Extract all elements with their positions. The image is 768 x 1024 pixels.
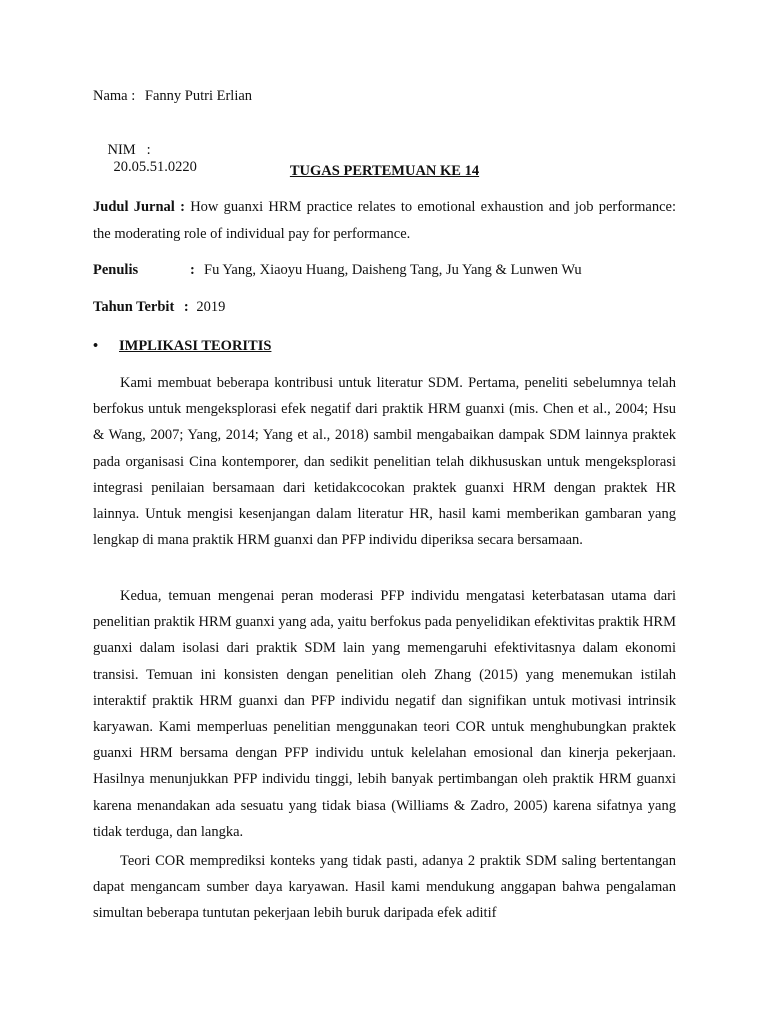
penulis-row — [93, 262, 582, 279]
judul-row — [93, 194, 676, 248]
judul-label: Judul Jurnal : — [93, 199, 185, 215]
paragraph-3: Teori COR memprediksi konteks yang tidak pasti, adanya 2 praktik SDM saling bertentangan dapat mengancam sumber daya karyawan. Hasil kami mendukung anggapan bahwa pengalaman simultan beberapa tuntutan pekerjaan lebih buruk daripada efek aditif — [93, 853, 676, 922]
penulis-value: Fu Yang, Xiaoyu Huang, Daisheng Tang, Ju Yang & Lunwen Wu — [204, 262, 582, 278]
nim-value: 20.05.51.0220 — [113, 159, 197, 175]
tahun-label: Tahun Terbit — [93, 299, 175, 315]
tahun-value: 2019 — [196, 299, 226, 315]
page-title: TUGAS PERTEMUAN KE 14 — [289, 163, 480, 179]
penulis-colon: : — [190, 262, 195, 278]
tahun-colon: : — [183, 299, 189, 315]
section-heading — [93, 338, 271, 355]
judul-value: How guanxi HRM practice relates to emotional exhaustion and job performance: the moderating role of individual pay for performance. — [93, 199, 677, 242]
penulis-label: Penulis — [93, 262, 139, 278]
nim-row — [93, 125, 197, 193]
tahun-row — [93, 299, 225, 316]
section-heading-text: IMPLIKASI TEORITIS — [119, 338, 272, 354]
name-value: Fanny Putri Erlian — [144, 88, 253, 104]
paragraph-2: Kedua, temuan mengenai peran moderasi PFP individu mengatasi keterbatasan utama dari penelitian praktik HRM guanxi yang ada, yaitu berfokus pada penyelidikan efektivitas praktik HRM guanxi dalam isolasi dari praktik SDM lain yang memengaruhi efektivitasnya dalam ekonomi transisi. Temuan ini konsisten dengan penelitian oleh Zhang (2015) yang menemukan istilah interaktif praktik HRM guanxi dan PFP individu negatif dan signifikan untuk motivasi intrinsik karyawan. Kami memperluas penelitian menggunakan teori COR untuk menghubungkan praktek guanxi HRM bersama dengan PFP individu untuk kelelahan emosional dan kinerja pekerjaan. Hasilnya menunjukkan PFP individu tinggi, lebih banyak pertimbangan oleh praktik HRM guanxi karena menandakan ada sesuatu yang tidak biasa (Williams & Zadro, 2005) karena sifatnya yang tidak terduga, dan langka. — [93, 588, 676, 840]
name-row — [93, 88, 252, 105]
paragraph-1: Kami membuat beberapa kontribusi untuk literatur SDM. Pertama, peneliti sebelumnya telah berfokus untuk mengeksplorasi efek negatif dari praktik HRM guanxi (mis. Chen et al., 2004; Hsu & Wang, 2007; Yang, 2014; Yang et al., 2018) sambil mengabaikan dampak SDM lainnya praktek pada organisasi Cina kontemporer, dan sedikit penelitian telah dikhususkan untuk mengeksplorasi integrasi penilaian bersamaan dari ketidakcocokan praktek guanxi HRM dengan praktek HR lainnya. Untuk mengisi kesenjangan dalam literatur HR, hasil kami memberikan gambaran yang lengkap di mana praktik HRM guanxi dan PFP individu diperiksa secara bersamaan. — [93, 375, 676, 549]
nim-label: NIM : — [107, 142, 151, 158]
name-label: Nama : — [93, 88, 136, 104]
bullet-icon: • — [93, 338, 99, 354]
